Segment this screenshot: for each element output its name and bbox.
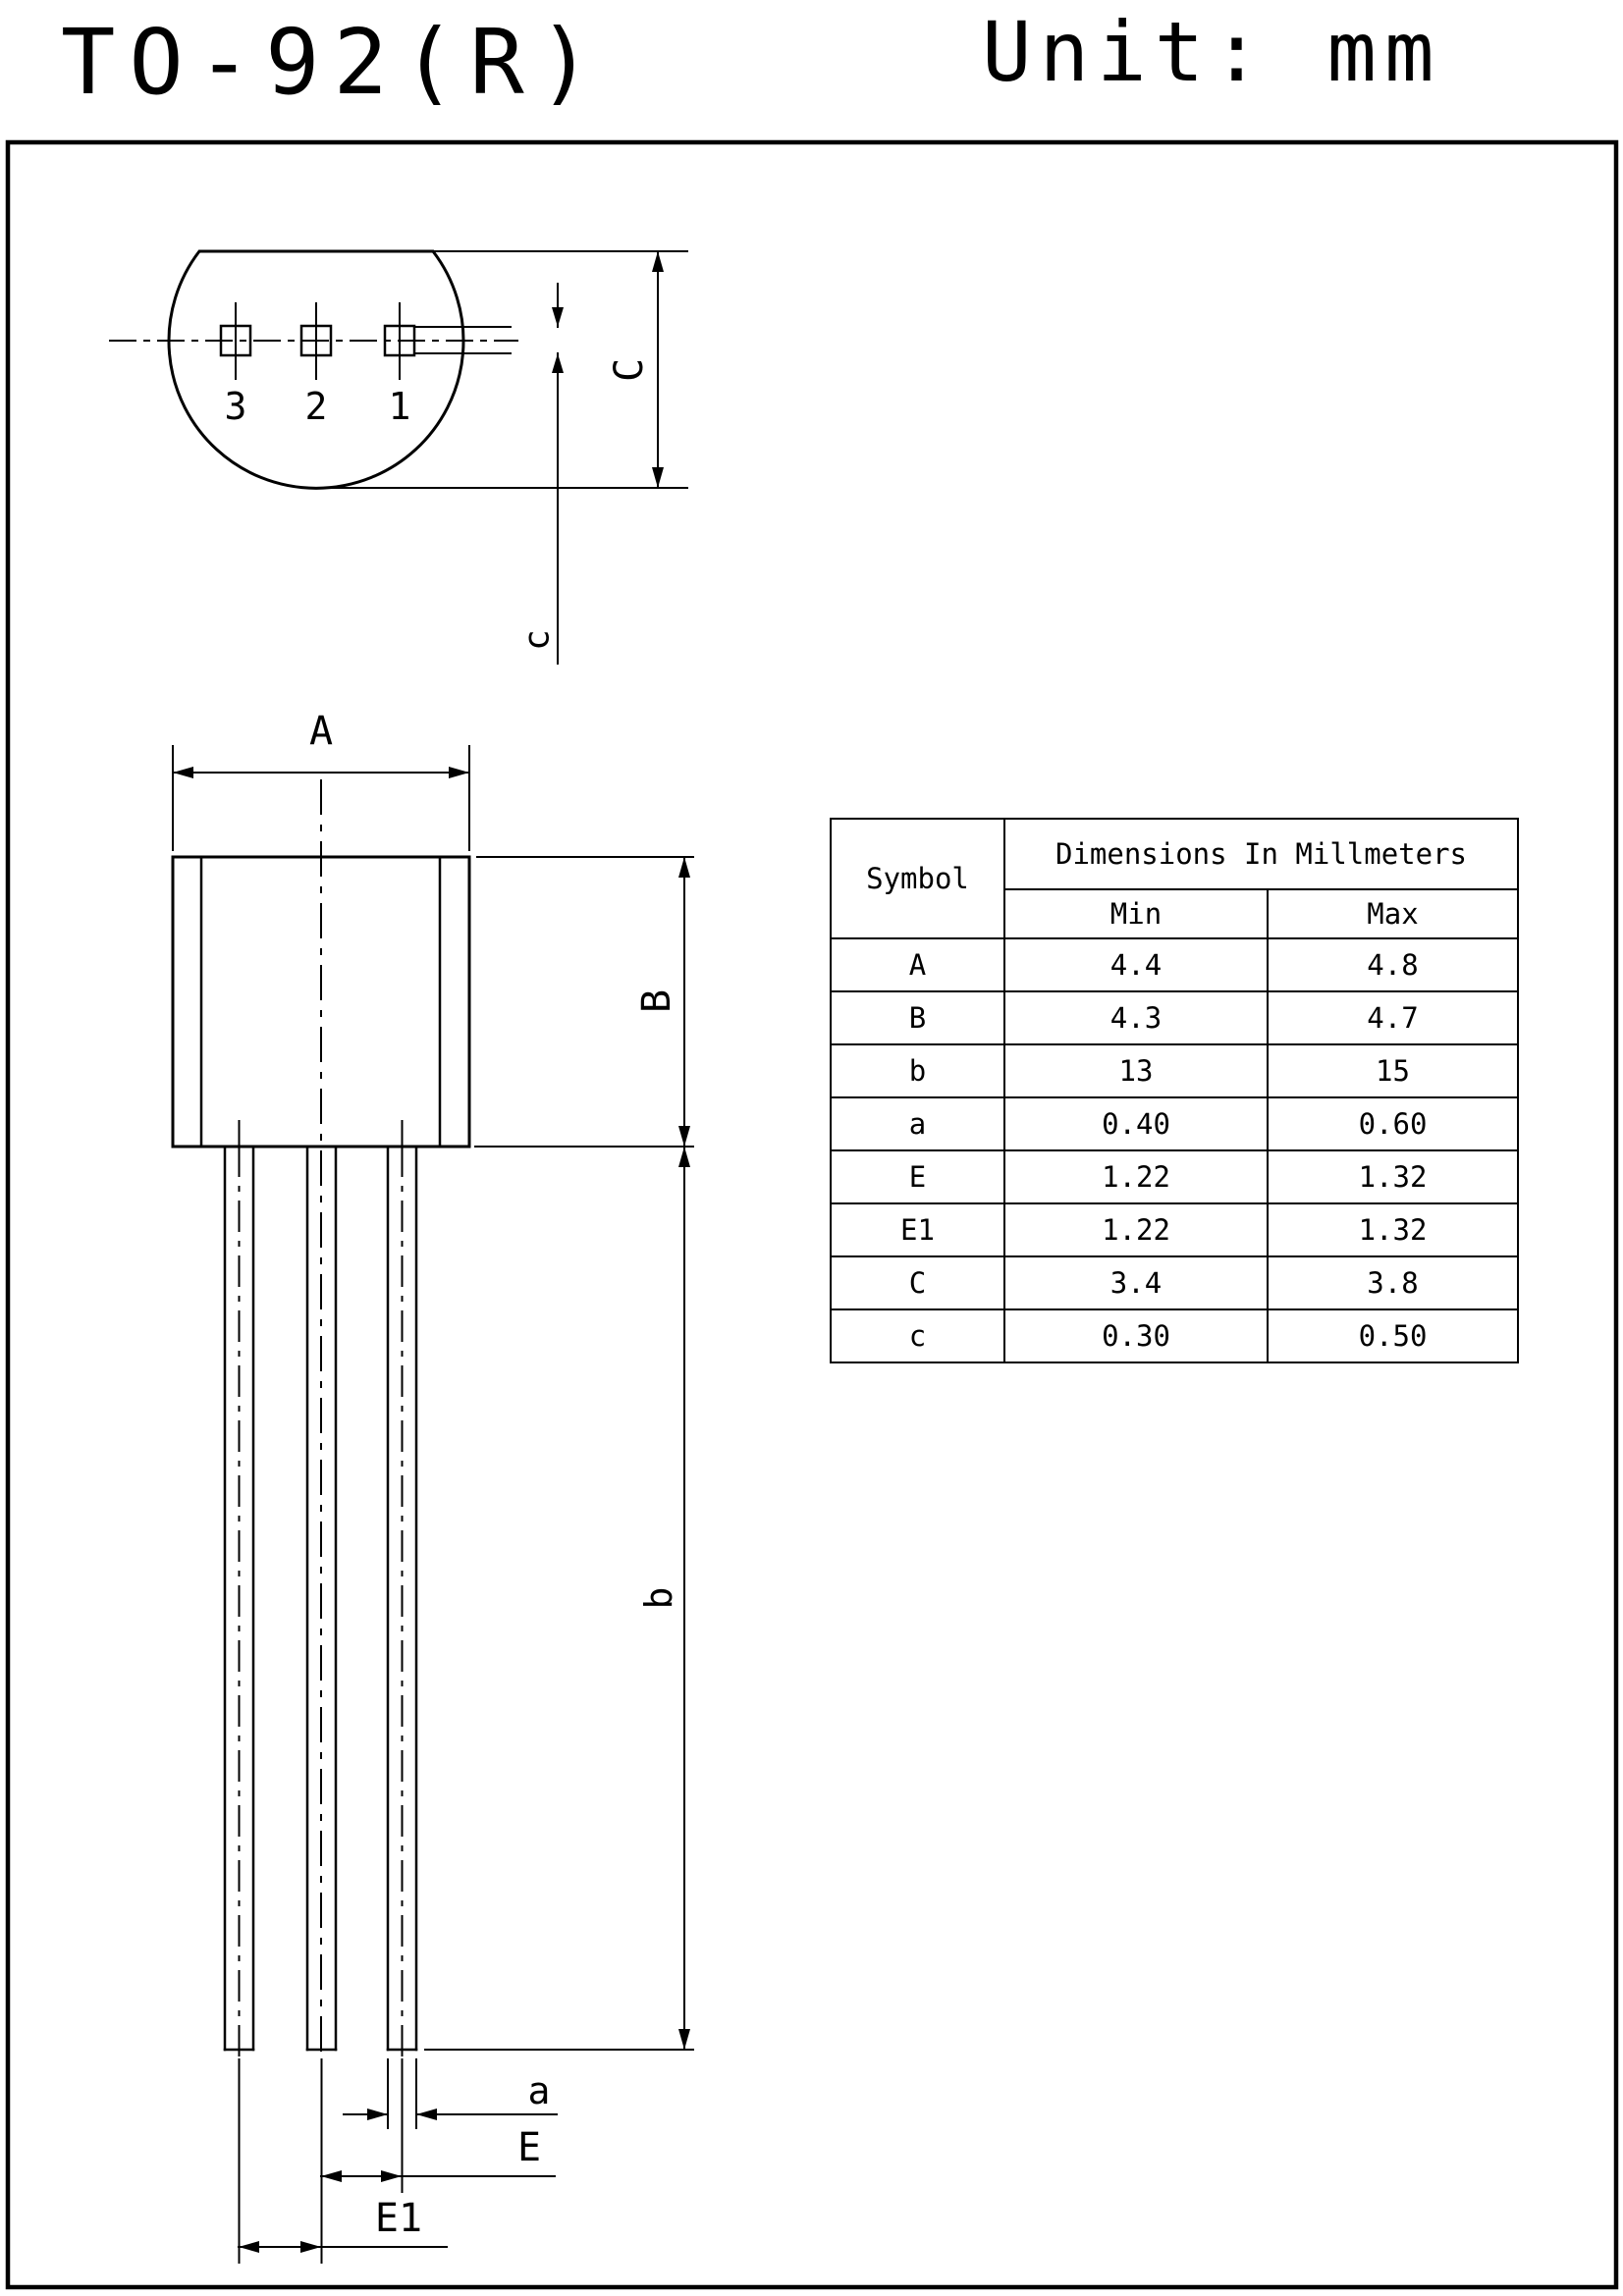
dim-c-small: [552, 284, 564, 664]
table-row: C 3.4 3.8: [831, 1256, 1518, 1309]
dim-label-A: A: [308, 709, 334, 754]
table-row: B 4.3 4.7: [831, 991, 1518, 1044]
table-header-dimensions: Dimensions In Millmeters: [1004, 819, 1518, 889]
table-row: A 4.4 4.8: [831, 938, 1518, 991]
dim-label-B: B: [634, 988, 679, 1014]
dim-a-small: [344, 2059, 557, 2128]
unit-label: Unit: mm: [982, 4, 1442, 100]
dim-label-a: a: [527, 2069, 551, 2112]
dim-label-C: C: [607, 357, 652, 383]
table-row: c 0.30 0.50: [831, 1309, 1518, 1362]
table-row: a 0.40 0.60: [831, 1097, 1518, 1150]
front-view-outline: [173, 780, 469, 2059]
top-view-outline: [110, 251, 517, 488]
table-row: E 1.22 1.32: [831, 1150, 1518, 1203]
dim-label-E1: E1: [374, 2196, 423, 2241]
table-row: E1 1.22 1.32: [831, 1203, 1518, 1256]
dim-label-b: b: [637, 1586, 680, 1610]
table-row: b 13 15: [831, 1044, 1518, 1097]
dimensions-table: [830, 818, 1519, 1363]
dim-label-c: c: [516, 629, 558, 651]
table-header-max: Max: [1268, 889, 1518, 938]
pin-label-3: 3: [224, 385, 247, 428]
package-title: TO-92(R): [61, 10, 607, 115]
pin-label-1: 1: [388, 385, 411, 428]
table-header-min: Min: [1004, 889, 1268, 938]
dim-label-E: E: [516, 2125, 542, 2170]
pin-label-2: 2: [304, 385, 328, 428]
table-header-symbol: Symbol: [831, 819, 1004, 938]
